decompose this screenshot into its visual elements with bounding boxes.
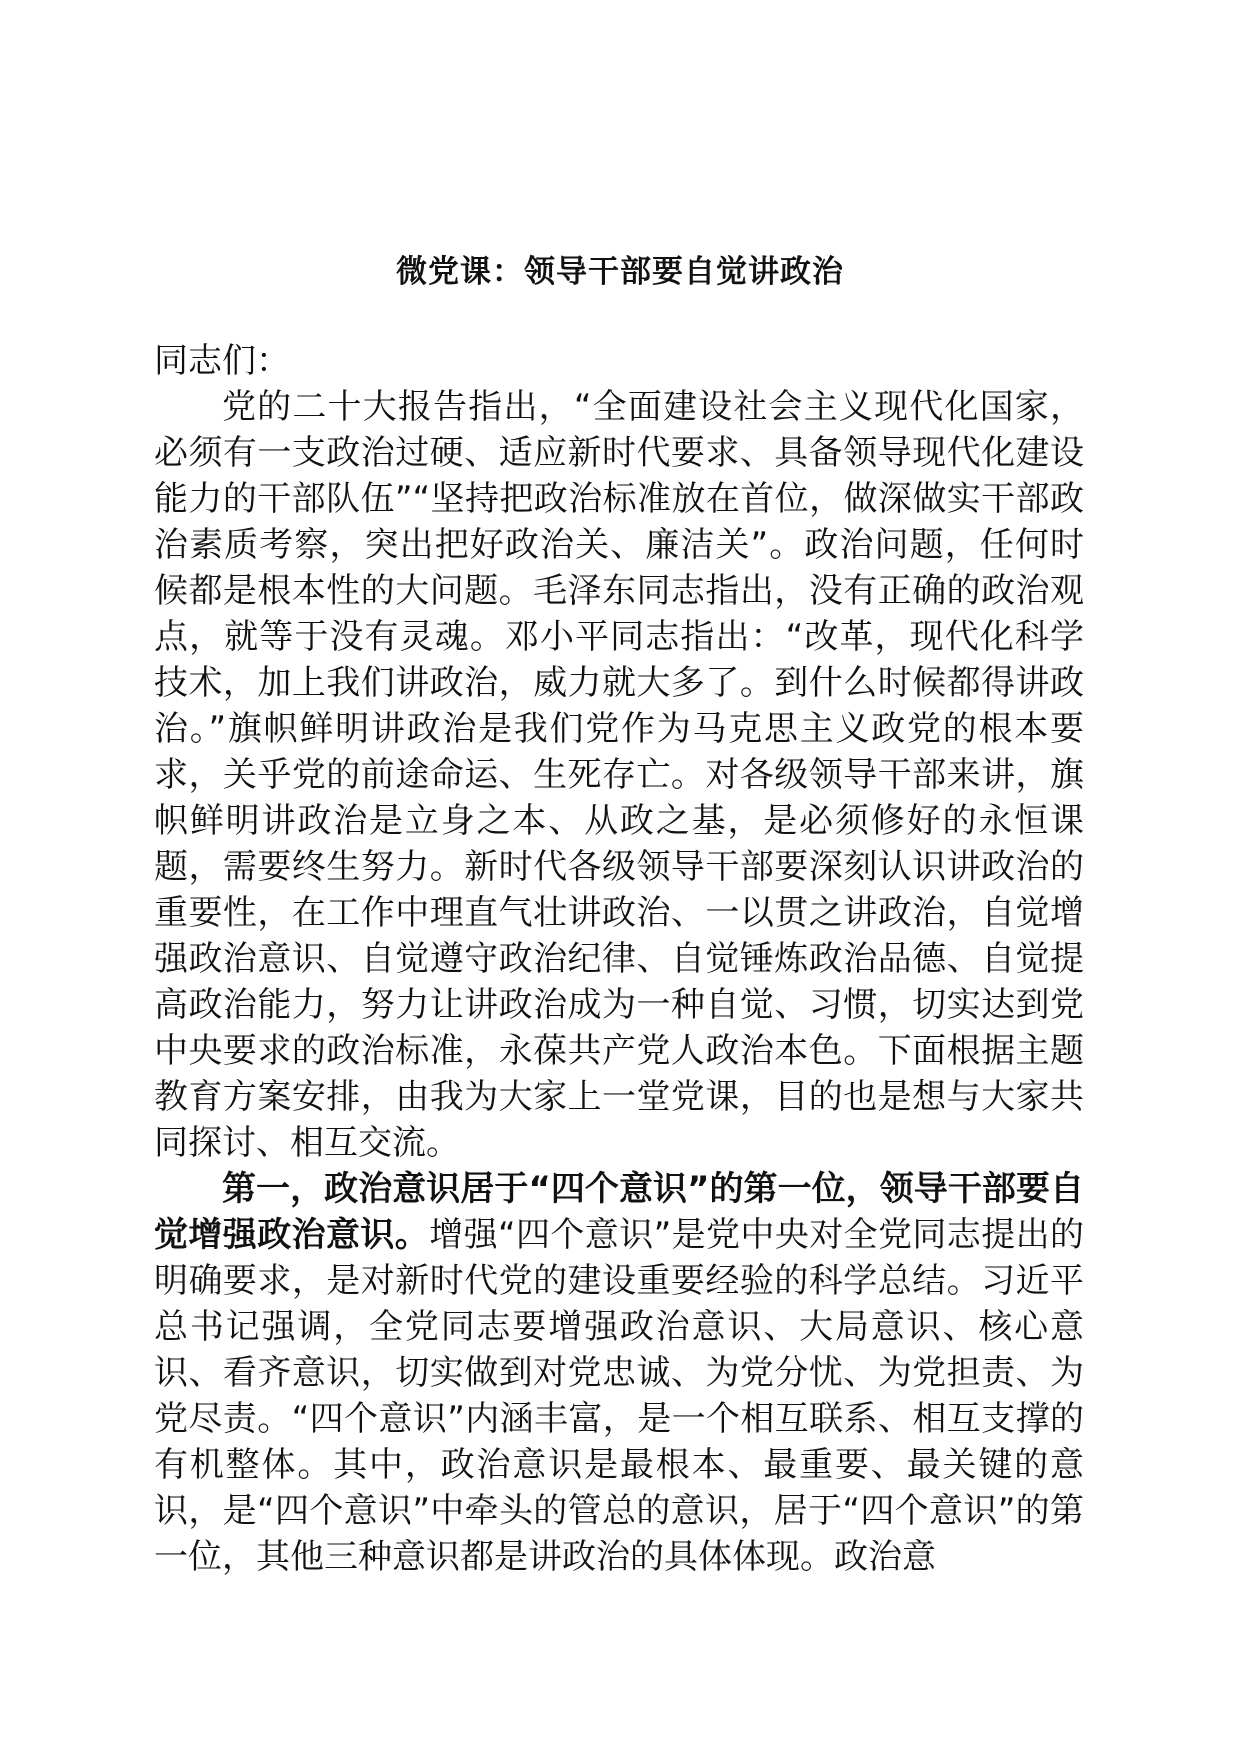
paragraph-intro: 党的二十大报告指出，“全面建设社会主义现代化国家，必须有一支政治过硬、适应新时代要求、具备领导现代化建设能力的干部队伍”“坚持把政治标准放在首位，做深做实干部政治素质考察，突出把好政治关、廉洁关”。政治问题，任何时候都是根本性的大问题。毛泽东同志指出，没有正确的政治观点，就等于没有灵魂。邓小平同志指出：“改革，现代化科学技术，加上我们讲政治，威力就大多了。到什么时候都得讲政治。”旗帜鲜明讲政治是我们党作为马克思主义政党的根本要求，关乎党的前途命运、生死存亡。对各级领导干部来讲，旗帜鲜明讲政治是立身之本、从政之基，是必须修好的永恒课题，需要终生努力。新时代各级领导干部要深刻认识讲政治的重要性，在工作中理直气壮讲政治、一以贯之讲政治，自觉增强政治意识、自觉遵守政治纪律、自觉锤炼政治品德、自觉提高政治能力，努力让讲政治成为一种自觉、习惯，切实达到党中央要求的政治标准，永葆共产党人政治本色。下面根据主题教育方案安排，由我为大家上一堂党课，目的也是想与大家共同探讨、相互交流。 xyxy=(154,387,1084,1163)
paragraph-section-one xyxy=(154,1166,1084,1580)
section-one-heading: 第一，政治意识居于“四个意识”的第一位，领导干部要自觉增强政治意识。 xyxy=(154,1169,1084,1255)
section-one-body: 增强“四个意识”是党中央对全党同志提出的明确要求，是对新时代党的建设重要经验的科学总结。习近平总书记强调，全党同志要增强政治意识、大局意识、核心意识、看齐意识，切实做到对党忠诚、为党分忧、为党担责、为党尽责。“四个意识”内涵丰富，是一个相互联系、相互支撑的有机整体。其中，政治意识是最根本、最重要、最关键的意识，是“四个意识”中牵头的管总的意识，居于“四个意识”的第一位，其他三种意识都是讲政治的具体体现。政治意 xyxy=(154,1215,1085,1577)
salutation: 同志们： xyxy=(154,341,290,381)
document-body xyxy=(154,338,1084,1580)
page-title: 微党课：领导干部要自觉讲政治 xyxy=(396,254,844,290)
